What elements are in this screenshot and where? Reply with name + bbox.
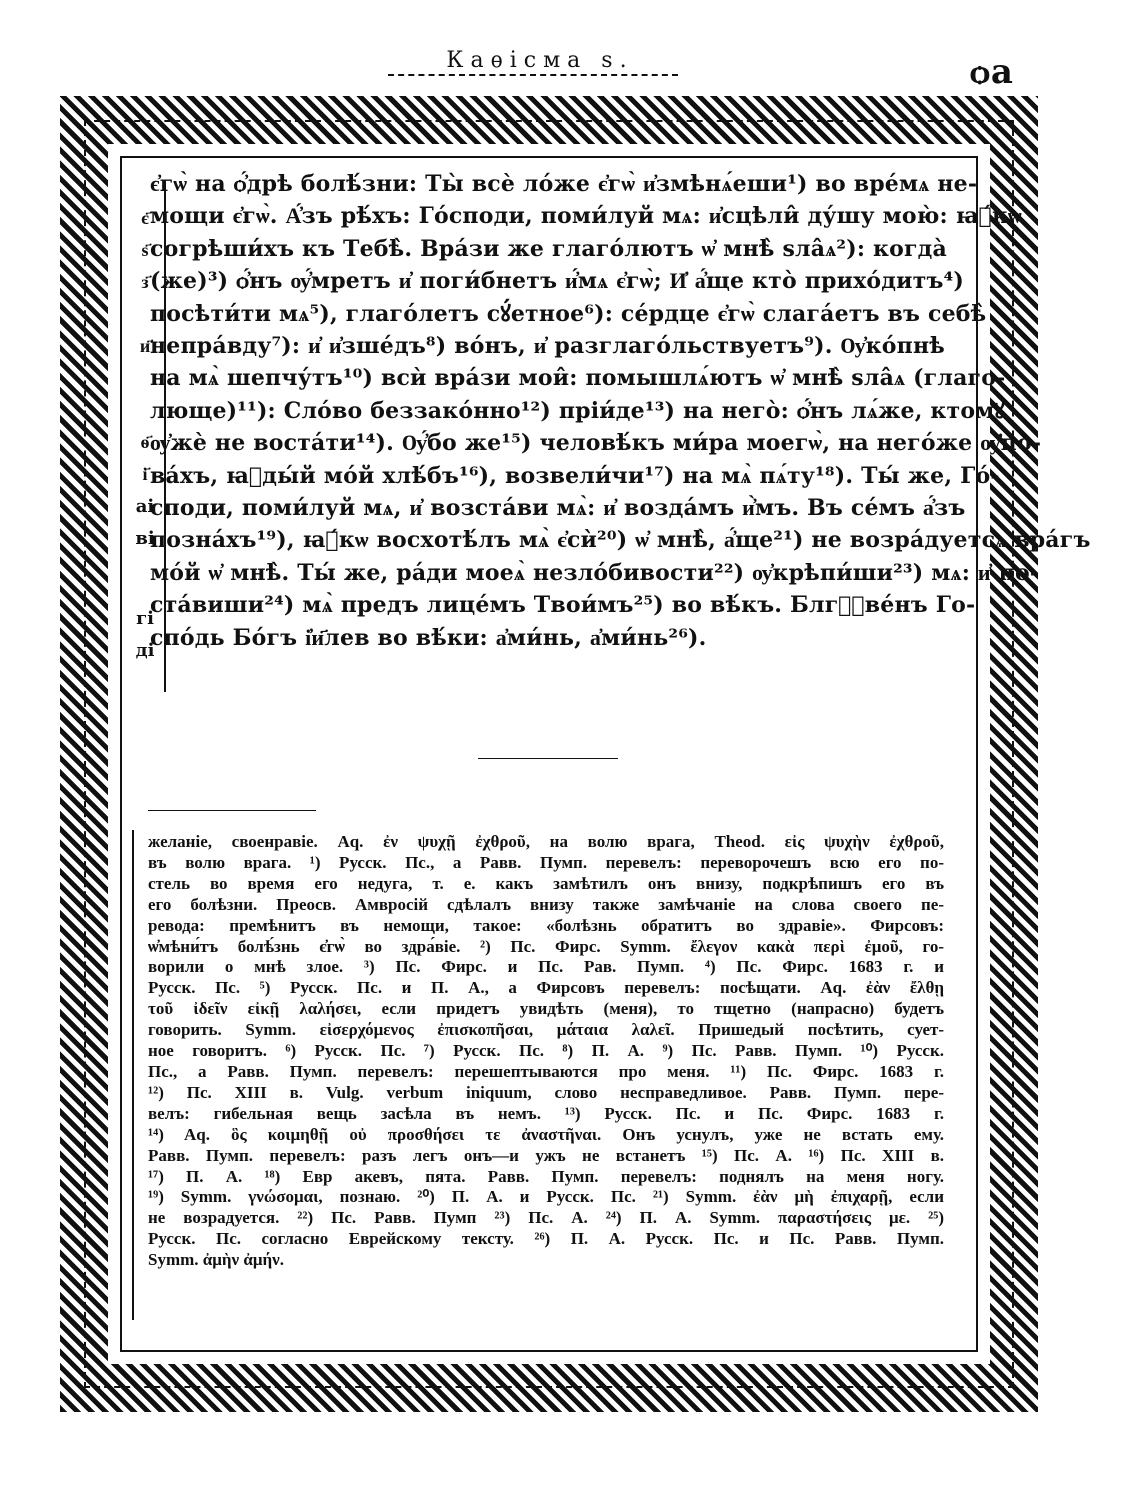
- psalm-line: (же)³) ѻ҆́нъ ѹ҆́мретъ и҆ поги́бнетъ и҆́мѧ є҆гѡ̀; И҆ а҆́ще кто̀ прихо́дитъ⁴): [150, 268, 965, 295]
- verse-number: и҃: [139, 336, 151, 357]
- footnote-line: Пс., а Равв. Пумп. перевелъ: перешептываются про меня. ¹¹) Пс. Фирс. 1683 г.: [148, 1061, 944, 1081]
- verse-number: є҃: [141, 208, 149, 229]
- footnote-line: Русск. Пс. согласно Еврейскому тексту. ²⁶) П. А. Русск. Пс. и Пс. Равв. Пумп.: [148, 1229, 944, 1249]
- verse-number: аі: [135, 496, 155, 517]
- footnote-line: въ волю врага. ¹) Русск. Пс., а Равв. Пумп. перевелъ: переворочешъ всю его по-: [148, 852, 944, 872]
- footnote-line: велъ: гибельная вещь засѣла въ немъ. ¹³) Русск. Пс. и Пс. Фирс. 1683 г.: [148, 1103, 944, 1123]
- footnote-line: Symm. ἀμὴν ἀμήν.: [148, 1250, 285, 1270]
- psalm-line: посѣти́ти мѧ⁵), глаго́летъ сꙋ́етное⁶): се́рдце є҆гѡ̀ слага́етъ въ себѣ̀: [150, 300, 987, 327]
- verse-number: і҃: [142, 464, 148, 485]
- footnote-line: τοῦ ἰδεῖν εἰκῇ λαλήσει, если придетъ увидѣть (меня), то тщетно (напрасно) будетъ: [148, 999, 944, 1019]
- footnote-line: ворили о мнѣ злое. ³) Пс. Фирс. и Пс. Рав. Пумп. ⁴) Пс. Фирс. 1683 г. и: [148, 957, 944, 977]
- footnote-line: его болѣзни. Преосв. Амвросій сдѣлалъ внизу также замѣчаніе на слова своего пе-: [148, 894, 944, 914]
- footnote-divider: [148, 810, 316, 811]
- psalm-line: мощи є҆гѡ̀. А҆́зъ рѣ́хъ: Го́споди, поми́луй мѧ: и҆сцѣли̂ ду́шу мою̀: ꙗ҆́кѡ: [150, 203, 1022, 230]
- verse-number: гі: [136, 608, 154, 629]
- verse-number: ві: [135, 528, 155, 549]
- running-header-title: Каѳісма ѕ.: [446, 48, 634, 73]
- footnote-line: Равв. Пумп. перевелъ: разъ легъ онъ—и ужъ не встанетъ ¹⁵) Пс. А. ¹⁶) Пс. XIII в.: [148, 1145, 944, 1165]
- footnote-line: стель во время его недуга, т. е. какъ замѣтилъ онъ внизу, подкрѣпишъ его въ: [148, 873, 944, 893]
- psalm-line: мо́й ѡ҆ мнѣ̀. Ты́ же, ра́ди моеѧ̀ незло́бивости²²) ѹ҆крѣпи́ши²³) мѧ: и҆ по-: [150, 559, 1040, 586]
- footnote-line: ¹⁷) П. А. ¹⁸) Евр акевъ, пята. Равв. Пумп. перевелъ: поднялъ на меня ногу.: [148, 1166, 944, 1186]
- page-number: ѻа: [970, 52, 1014, 92]
- psalm-line: ва́хъ, ꙗ҆ды́й мо́й хлѣ́бъ¹⁶), возвели́чи¹⁷) на мѧ̀ пѧ́ту¹⁸). Ты́ же, Го́-: [150, 462, 1000, 489]
- psalm-line: споди, поми́луй мѧ, и҆ возста́ви мѧ̀: и҆ возда́мъ и҆̀мъ. Въ се́мъ а҆́зъ: [150, 495, 966, 522]
- psalm-line: на мѧ̀ шепчу́тъ¹⁰) всѝ вра́зи мои̂: помышлѧ́ютъ ѡ҆ мнѣ̀ ѕла̂ѧ (глаго-: [150, 365, 1006, 392]
- psalm-text: [150, 168, 1091, 654]
- footnotes: [148, 832, 944, 1271]
- footnote-margin-rule: [132, 830, 134, 1320]
- verse-number: з҃: [141, 272, 149, 293]
- psalm-line: ста́виши²⁴) мѧ̀ предъ лице́мъ Твои́мъ²⁵) во вѣ́къ. Блгⷭ҇ве́нъ Го-: [150, 592, 976, 619]
- section-divider: [478, 758, 618, 759]
- footnote-line: ѡ҆мѣни́тъ болѣ́знь є҆гѡ̀ во здра́віе. ²) Пс. Фирс. Symm. ἔλεγον κακὰ περὶ ἐμοῦ, го-: [148, 936, 944, 956]
- footnote-line: говорить. Symm. εἰσερχόμενος ἐπισκοπῆσαι, μάταια λαλεῖ. Пришедый посѣтить, сует-: [148, 1020, 944, 1040]
- psalm-line: согрѣши́хъ къ Тебѣ̀. Вра́зи же глаго́лютъ ѡ҆ мнѣ̀ ѕла̂ѧ²): когда̀: [150, 235, 947, 262]
- psalm-line: ѹ҆жѐ не воста́ти¹⁴). Ѹ҆́бо же¹⁵) человѣ́къ ми́ра моегѡ̀, на него́же ѹ҆по-: [150, 430, 1042, 457]
- verse-number: ді: [135, 640, 155, 661]
- footnote-line: не возрадуется. ²²) Пс. Равв. Пумп ²³) Пс. А. ²⁴) П. А. Symm. παραστήσεις με. ²⁵): [148, 1208, 944, 1228]
- footnote-line: ное говоритъ. ⁶) Русск. Пс. ⁷) Русск. Пс. ⁸) П. А. ⁹) Пс. Равв. Пумп. ¹⁰) Русск.: [148, 1041, 944, 1061]
- footnote-line: ¹⁴) Aq. ὃς κοιμηθῇ οὐ προσθήσει τε ἀναστῆναι. Онъ уснулъ, уже не встать ему.: [148, 1124, 944, 1144]
- psalm-line: є҆гѡ̀ на ѻ҆́дрѣ болѣ́зни: Ты̀ всѐ ло́же є҆гѡ̀ и҆змѣнѧ́еши¹) во вре́мѧ не-: [150, 171, 978, 197]
- psalm-line: позна́хъ¹⁹), ꙗ҆́кѡ восхотѣ́лъ мѧ̀ є҆сѝ²⁰) ѡ҆ мнѣ̀, а҆́ще²¹) не возра́дуетсѧ вра́гъ: [150, 527, 1091, 554]
- footnote-line: ревода: премѣнитъ въ немощи, такое: «болѣзнь обратитъ во здравіе». Фирсовъ:: [148, 915, 944, 935]
- footnote-line: ¹⁹) Symm. γνώσομαι, познаю. ²⁰) П. А. и Русск. Пс. ²¹) Symm. ἐὰν μὴ ἐπιχαρῇ, если: [148, 1187, 944, 1207]
- verse-number: ѳ҃: [140, 432, 150, 453]
- footnote-line: Русск. Пс. ⁵) Русск. Пс. и П. А., а Фирсовъ перевелъ: посѣщати. Aq. ἐὰν ἔλθῃ: [148, 978, 944, 998]
- psalm-line: спо́дь Бо́гъ і҆и҃лев во вѣ́ки: а҆ми́нь, а҆ми́нь²⁶).: [150, 624, 707, 651]
- psalm-line: люще)¹¹): Сло́во беззако́нно¹²) пріи́де¹³) на него̀: ѻ҆́нъ лѧ́же, ктомꙋ̀: [150, 397, 1006, 424]
- psalm-line: непра́вду⁷): и҆ и҆зше́дъ⁸) во́нъ, и҆ разглаго́льствуетъ⁹). Ѹ҆ко́пнѣ: [150, 333, 945, 360]
- verse-number: ѕ҃: [141, 240, 149, 261]
- footnote-line: ¹²) Пс. XIII в. Vulg. verbum iniquum, слово несправедливое. Равв. Пумп. пере-: [148, 1082, 944, 1102]
- footnote-line: желаніе, своенравіе. Aq. ἐν ψυχῇ ἐχθροῦ, на волю врага, Theod. εἰς ψυχὴν ἐχθροῦ,: [148, 832, 944, 851]
- header-rule: [388, 74, 678, 76]
